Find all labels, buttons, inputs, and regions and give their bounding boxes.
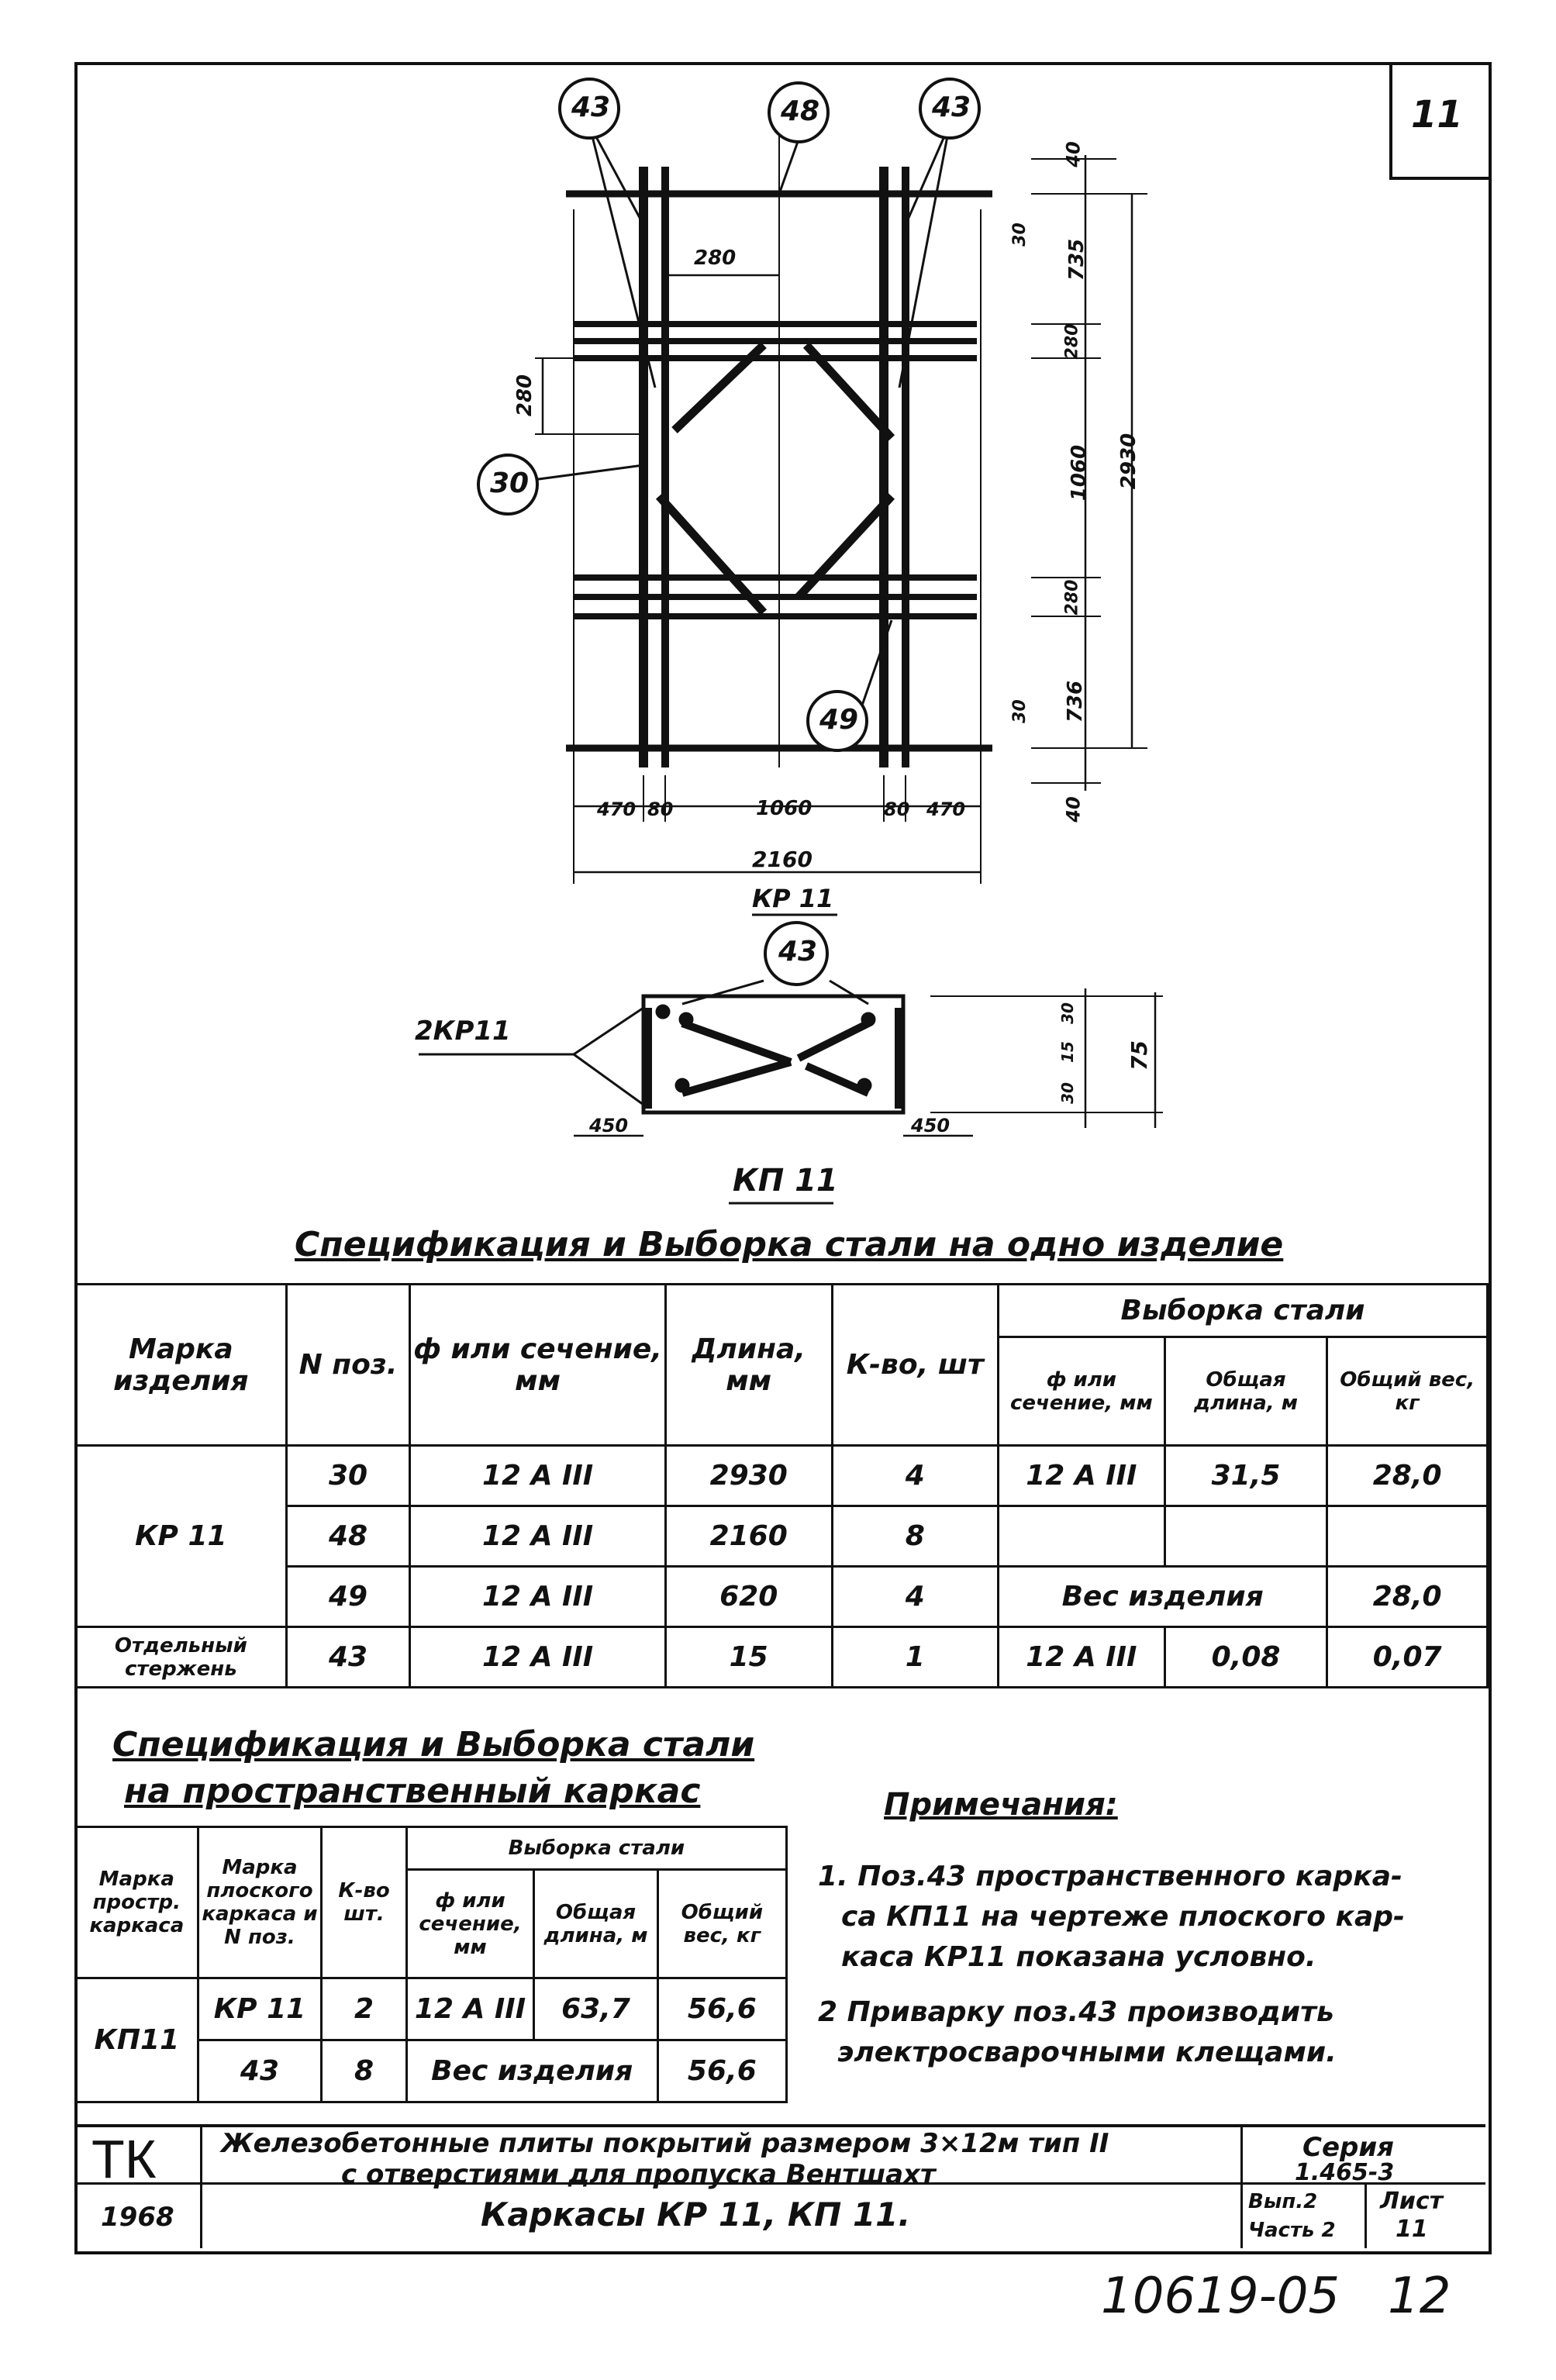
cell-qty: 2	[322, 1978, 406, 2040]
col-sample-section-header: ф или сечение, мм	[999, 1337, 1165, 1446]
spec1-table	[74, 1283, 1489, 1688]
title-block-vline	[1240, 2124, 1243, 2248]
notes-title: Примечания:	[884, 1787, 1118, 1823]
col-flat-mark-header: Марка плоского каркаса и N поз.	[198, 1827, 322, 1978]
footer-code: 10619-05	[1101, 2268, 1340, 2325]
dim-label: 470	[926, 799, 966, 820]
dim-label: 280	[513, 374, 537, 417]
spec1-title: Спецификация и Выборка стали на одно изделие	[295, 1225, 1284, 1264]
cell-sample-section: 12 А III	[999, 1446, 1165, 1506]
notes-line: са КП11 на чертеже плоского кар-	[841, 1901, 1405, 1933]
spec2-title-line1: Спецификация и Выборка стали	[112, 1725, 755, 1764]
cell-section: 12 А III	[410, 1567, 665, 1627]
cell-total-len	[1164, 1506, 1327, 1567]
dim-label: 1060	[1068, 444, 1092, 502]
sheet-value: 11	[1396, 2216, 1428, 2243]
part-label: Часть 2	[1248, 2219, 1336, 2242]
dim-label: 450	[589, 1115, 629, 1137]
cell-qty: 4	[832, 1567, 998, 1627]
col-total-weight-header: Общий вес, кг	[657, 1870, 786, 1978]
table-row	[76, 1506, 1488, 1567]
cell-sample-section	[999, 1506, 1165, 1567]
notes-line: 1. Поз.43 пространственного карка-	[818, 1861, 1402, 1892]
cell-total-len: 0,08	[1164, 1627, 1327, 1688]
dim-label: 280	[1062, 323, 1082, 360]
cell-pos: 48	[286, 1506, 410, 1567]
cell-qty: 8	[832, 1506, 998, 1567]
table-row	[76, 1627, 1488, 1688]
cell-pos: 43	[286, 1627, 410, 1688]
circle-label: 30	[490, 467, 530, 499]
dim-label: 40	[1062, 796, 1085, 823]
dim-label: 40	[1062, 141, 1085, 167]
dim-label: 2930	[1117, 433, 1141, 490]
cell-mark: Отдельный стержень	[76, 1627, 287, 1688]
cell-qty: 1	[832, 1627, 998, 1688]
col-mark-header: Марка простр. каркаса	[76, 1827, 198, 1978]
cell-qty: 4	[832, 1446, 998, 1506]
dim-label: 30	[1057, 1002, 1077, 1024]
dim-label: 2160	[752, 847, 813, 872]
cell-length: 2930	[665, 1446, 832, 1506]
cell-total-weight: 28,0	[1327, 1446, 1488, 1506]
dim-label: 30	[1057, 1082, 1077, 1104]
cell-total-len: 63,7	[534, 1978, 657, 2040]
cell-length: 620	[665, 1567, 832, 1627]
cell-section: 12 А III	[410, 1627, 665, 1688]
cell-qty: 8	[322, 2040, 406, 2102]
dim-label: 75	[1126, 1040, 1152, 1071]
dim-label: 30	[1009, 222, 1030, 247]
cell-total-weight: 0,07	[1327, 1627, 1488, 1688]
col-total-weight-header: Общий вес, кг	[1327, 1337, 1488, 1446]
section-title: КП 11	[733, 1163, 838, 1199]
cell-flat-mark: КР 11	[198, 1978, 322, 2040]
title-block-vline	[1365, 2182, 1367, 2248]
cell-section: 12 А III	[410, 1506, 665, 1567]
year: 1968	[101, 2202, 174, 2233]
col-section-header: ф или сечение, мм	[406, 1870, 534, 1978]
spec2-table	[74, 1826, 788, 2103]
cell-section: 12 А III	[406, 1978, 534, 2040]
notes-line: 2 Приварку поз.43 производить	[818, 1996, 1334, 2028]
footer-page: 12	[1388, 2268, 1451, 2325]
dim-label: 15	[1057, 1041, 1077, 1063]
circle-label: 43	[778, 936, 818, 968]
col-sample-header: Выборка стали	[999, 1285, 1488, 1337]
cell-mark: КР 11	[76, 1446, 287, 1627]
col-length-header: Длина, мм	[665, 1285, 832, 1446]
issue-label: Вып.2	[1248, 2190, 1318, 2213]
cell-mark: КП11	[76, 1978, 198, 2102]
circle-label: 48	[781, 95, 820, 127]
sheet-name: Каркасы КР 11, КП 11.	[481, 2195, 911, 2233]
notes-line: каса КР11 показана условно.	[841, 1941, 1316, 1973]
plan-title: КР 11	[752, 884, 834, 913]
cell-sample-section: 12 А III	[999, 1627, 1165, 1688]
series-label: Серия	[1302, 2132, 1395, 2163]
col-section-header: ф или сечение, мм	[410, 1285, 665, 1446]
dim-label: 30	[1009, 699, 1030, 723]
col-qty-header: К-во шт.	[322, 1827, 406, 1978]
title-line2: с отверстиями для пропуска Вентшахт	[341, 2159, 936, 2190]
col-sample-header: Выборка стали	[406, 1827, 786, 1870]
dim-label: 470	[597, 799, 637, 820]
title-line1: Железобетонные плиты покрытий размером 3×12м тип II	[221, 2128, 1109, 2159]
dim-label: 280	[694, 247, 737, 270]
notes-line: электросварочными клещами.	[837, 2037, 1337, 2068]
cell-flat-mark: 43	[198, 2040, 322, 2102]
circle-label: 43	[932, 91, 971, 123]
sheet-number-top: 11	[1411, 93, 1463, 136]
section-left-label: 2КР11	[415, 1016, 511, 1047]
table-row	[76, 1567, 1488, 1627]
col-total-len-header: Общая длина, м	[1164, 1337, 1327, 1446]
col-total-len-header: Общая длина, м	[534, 1870, 657, 1978]
cell-total-weight: 56,6	[657, 2040, 786, 2102]
dim-label: 80	[647, 799, 674, 820]
cell-pos: 30	[286, 1446, 410, 1506]
cell-total-weight: 56,6	[657, 1978, 786, 2040]
col-pos-header: N поз.	[286, 1285, 410, 1446]
dim-label: 280	[1062, 579, 1082, 616]
title-block-vline	[200, 2124, 202, 2248]
cell-total-len: 31,5	[1164, 1446, 1327, 1506]
cell-total-weight	[1327, 1506, 1488, 1567]
circle-label: 43	[571, 91, 611, 123]
cell-section: 12 А III	[410, 1446, 665, 1506]
circle-label: 49	[819, 704, 859, 736]
col-qty-header: К-во, шт	[832, 1285, 998, 1446]
table-row	[76, 1978, 787, 2040]
cell-length: 2160	[665, 1506, 832, 1567]
spec2-title-line2: на пространственный каркас	[124, 1771, 701, 1811]
org-mark: ТК	[91, 2129, 157, 2189]
cell-length: 15	[665, 1627, 832, 1688]
cell-pos: 49	[286, 1567, 410, 1627]
dim-label: 1060	[756, 797, 813, 820]
series-value: 1.465-3	[1295, 2159, 1395, 2186]
cell-total-weight: 28,0	[1327, 1567, 1488, 1627]
dim-label: 736	[1064, 680, 1088, 723]
dim-label: 450	[911, 1115, 951, 1137]
col-mark-header: Марка изделия	[76, 1285, 287, 1446]
cell-product-weight-label: Вес изделия	[999, 1567, 1327, 1627]
table-row	[76, 1446, 1488, 1506]
sheet-label: Лист	[1380, 2188, 1444, 2215]
dim-label: 80	[884, 799, 910, 820]
cell-product-weight-label: Вес изделия	[406, 2040, 657, 2102]
dim-label: 735	[1065, 238, 1089, 281]
